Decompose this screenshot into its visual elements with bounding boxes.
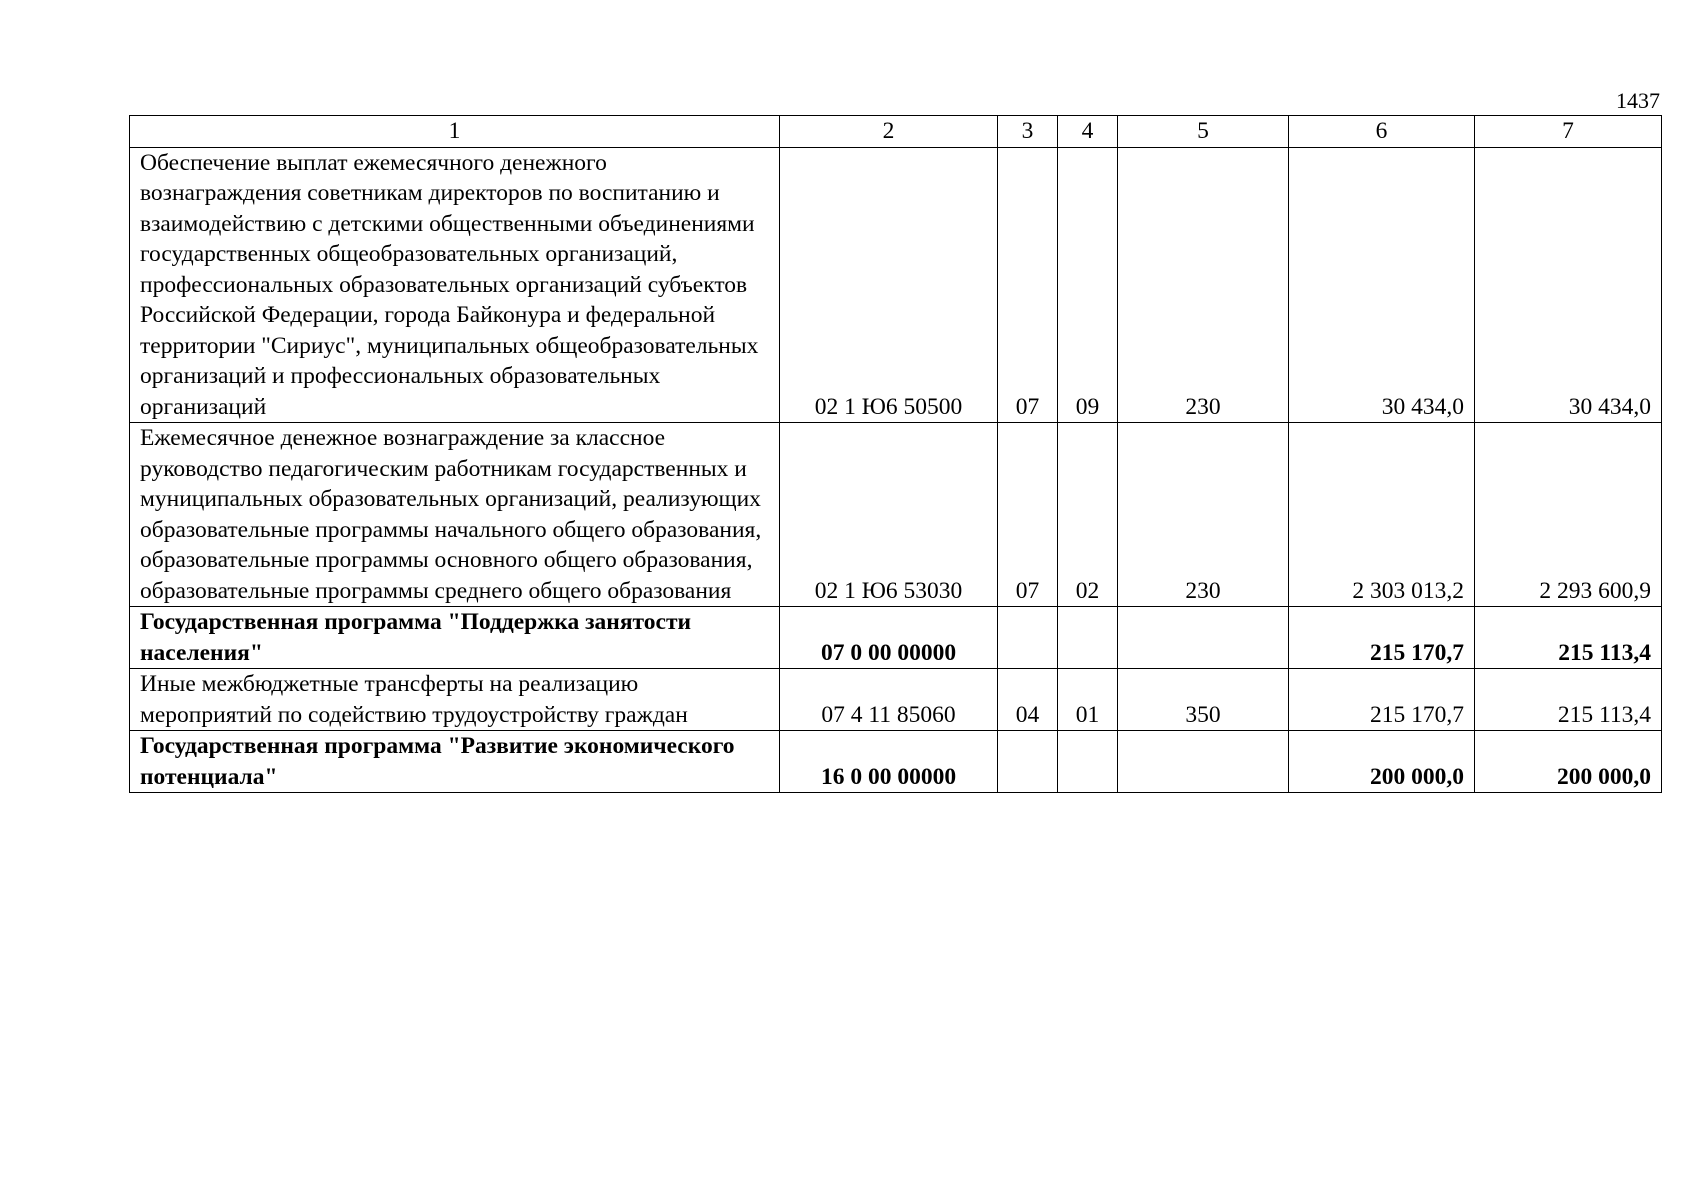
row-code-cell: 07 4 11 85060 <box>780 669 998 731</box>
row-name-cell: Иные межбюджетные трансферты на реализацию мероприятий по содействию трудоустройству граждан <box>130 669 780 731</box>
row-value1-cell: 215 170,7 <box>1289 669 1475 731</box>
row-value1-cell: 30 434,0 <box>1289 147 1475 423</box>
row-code-cell: 02 1 Ю6 50500 <box>780 147 998 423</box>
row-name-cell: Государственная программа "Развитие экономического потенциала" <box>130 731 780 793</box>
row-value2-cell: 215 113,4 <box>1475 669 1662 731</box>
row-section-cell <box>998 731 1058 793</box>
row-name-cell: Государственная программа "Поддержка занятости населения" <box>130 607 780 669</box>
row-value2-cell: 30 434,0 <box>1475 147 1662 423</box>
row-value2-cell: 2 293 600,9 <box>1475 423 1662 607</box>
row-section-cell <box>998 607 1058 669</box>
column-header: 6 <box>1289 116 1475 148</box>
table-row <box>130 147 1662 423</box>
row-subsection-cell <box>1058 731 1118 793</box>
table-row-program <box>130 731 1662 793</box>
column-header: 7 <box>1475 116 1662 148</box>
row-code-cell: 16 0 00 00000 <box>780 731 998 793</box>
row-name-cell: Обеспечение выплат ежемесячного денежного вознаграждения советникам директоров по воспитанию и взаимодействию с детскими общественными объединениями государственных общеобразовательных организаций, профессиональных образовательных организаций субъектов Российской Федерации, города Байконура и федеральной территории "Сириус", муниципальных общеобразовательных организаций и профессиональных образовательных организаций <box>130 147 780 423</box>
row-type-cell: 230 <box>1118 147 1289 423</box>
row-value1-cell: 215 170,7 <box>1289 607 1475 669</box>
row-subsection-cell: 02 <box>1058 423 1118 607</box>
row-subsection-cell: 01 <box>1058 669 1118 731</box>
column-header: 1 <box>130 116 780 148</box>
row-type-cell: 230 <box>1118 423 1289 607</box>
row-type-cell <box>1118 731 1289 793</box>
column-header: 4 <box>1058 116 1118 148</box>
row-section-cell: 07 <box>998 423 1058 607</box>
row-subsection-cell: 09 <box>1058 147 1118 423</box>
row-section-cell: 07 <box>998 147 1058 423</box>
column-header: 3 <box>998 116 1058 148</box>
row-section-cell: 04 <box>998 669 1058 731</box>
row-value2-cell: 215 113,4 <box>1475 607 1662 669</box>
row-code-cell: 07 0 00 00000 <box>780 607 998 669</box>
table-row-program <box>130 607 1662 669</box>
table-row <box>130 669 1662 731</box>
column-header: 2 <box>780 116 998 148</box>
row-value1-cell: 200 000,0 <box>1289 731 1475 793</box>
table-header-row <box>130 116 1662 148</box>
row-code-cell: 02 1 Ю6 53030 <box>780 423 998 607</box>
budget-table <box>129 115 1662 793</box>
row-value1-cell: 2 303 013,2 <box>1289 423 1475 607</box>
row-type-cell <box>1118 607 1289 669</box>
column-header: 5 <box>1118 116 1289 148</box>
row-value2-cell: 200 000,0 <box>1475 731 1662 793</box>
row-name-cell: Ежемесячное денежное вознаграждение за классное руководство педагогическим работникам государственных и муниципальных образовательных организаций, реализующих образовательные программы начального общего образования, образовательные программы основного общего образования, образовательные программы среднего общего образования <box>130 423 780 607</box>
page-number: 1437 <box>1616 88 1660 113</box>
table-row <box>130 423 1662 607</box>
row-type-cell: 350 <box>1118 669 1289 731</box>
row-subsection-cell <box>1058 607 1118 669</box>
